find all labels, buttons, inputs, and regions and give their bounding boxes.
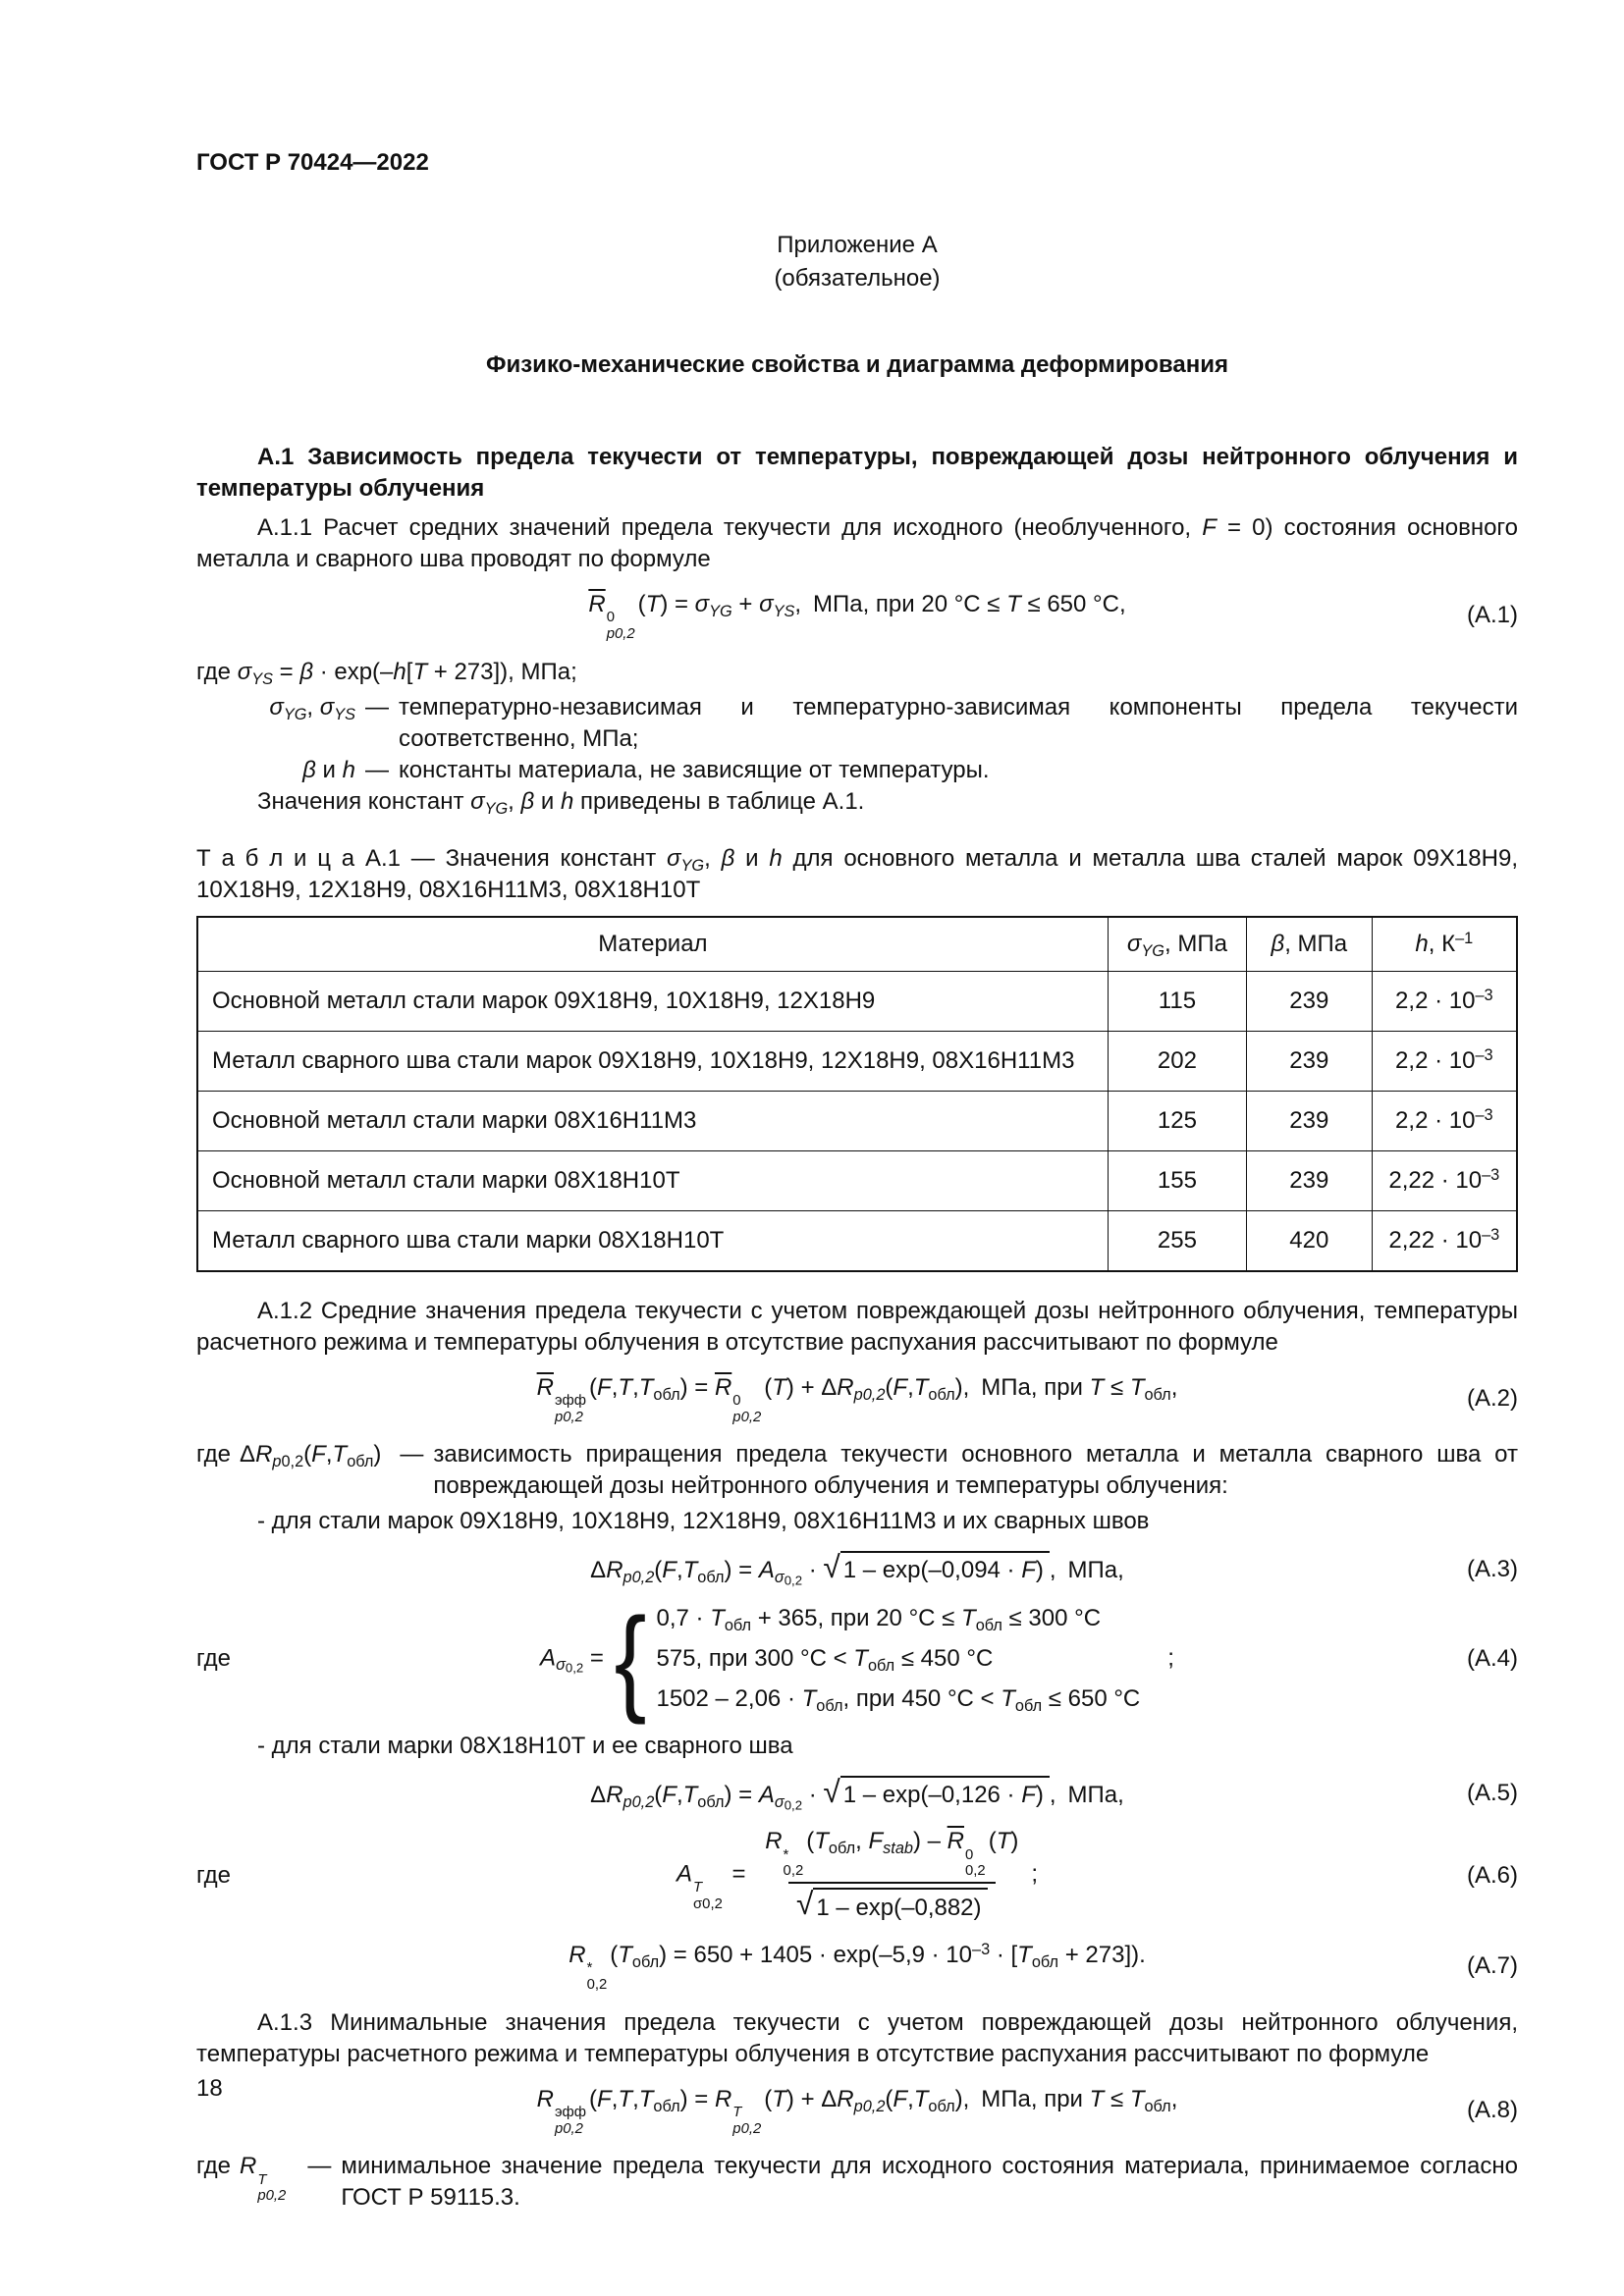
where-desc: минимальное значение предела текучести для исходного состояния материала, принимаемое согласно ГОСТ Р 59115.3. (341, 2153, 1518, 2212)
formula-a8: R эфф p0,2 $(F,T,T_{обл}) = R$ T p0,2 $(T) + \Delta R_{p0,2}(F,T_{обл})$, МПа, при $T \le T_{обл}$, (536, 2085, 1178, 2137)
definition-item-beta-h (236, 755, 1518, 786)
cell-material: Основной металл стали марки 08Х16Н11М3 (197, 1091, 1108, 1150)
cell-sigma: 202 (1108, 1031, 1246, 1091)
formula-row-a7 (196, 1940, 1518, 1994)
table-row (197, 1150, 1517, 1210)
col-header-material: Материал (197, 917, 1108, 972)
formula-a7-number: (А.7) (1466, 1952, 1518, 1980)
where-definition-delta-r (196, 1439, 1518, 1502)
appendix-label: Приложение А (777, 232, 938, 258)
definition-dash: — (365, 756, 389, 783)
formula-row-a2 (196, 1372, 1518, 1426)
cell-material: Основной металл стали марок 09Х18Н9, 10Х18Н9, 12Х18Н9 (197, 971, 1108, 1031)
formula-a3-number: (А.3) (1466, 1555, 1518, 1582)
cell-beta: 420 (1246, 1210, 1372, 1271)
appendix-type: (обязательное) (774, 265, 941, 292)
definition-dash: — (400, 1441, 424, 1468)
section-a1-heading: А.1 Зависимость предела текучести от температуры, повреждающей дозы нейтронного облучения и температуры облучения (196, 444, 1518, 502)
cell-sigma: 155 (1108, 1150, 1246, 1210)
table-row (197, 971, 1517, 1031)
constants-table (196, 916, 1518, 1272)
cell-material: Металл сварного шва стали марок 09Х18Н9, 10Х18Н9, 12Х18Н9, 08Х16Н11М3 (197, 1031, 1108, 1091)
formula-row-a1 (196, 589, 1518, 643)
formula-a5-number: (А.5) (1466, 1780, 1518, 1807)
where-definition-rt (196, 2151, 1518, 2214)
cell-sigma: 125 (1108, 1091, 1246, 1150)
definition-item-sigma (236, 692, 1518, 755)
doc-header: ГОСТ Р 70424—2022 (196, 149, 429, 176)
formula-a7: R * 0,2 $(T_{обл}) = 650 + 1405 \cdot \exp(-5,9 \cdot 10^{-3} \cdot [T_{обл} + 273])$. (568, 1940, 1146, 1993)
cell-beta: 239 (1246, 971, 1372, 1031)
formula-a3: $\Delta R_{p0,2}(F,T_{обл}) = A_{\sigma 0,2}$ · √ 1 – exp(–0,094 · F) , МПа, (590, 1549, 1124, 1588)
where-line-sigma-ys: где $\sigma_{YS} = \beta \cdot \exp(-h[T + 273])$, МПа; (196, 658, 577, 688)
formula-a2-number: (А.2) (1466, 1385, 1518, 1413)
cell-sigma: 255 (1108, 1210, 1246, 1271)
definition-desc: температурно-независимая и температурно-зависимая компоненты предела текучести соответственно, МПа; (399, 693, 1518, 752)
cell-beta: 239 (1246, 1091, 1372, 1150)
cell-material: Основной металл стали марки 08Х18Н10Т (197, 1150, 1108, 1210)
formula-a6-number: (А.6) (1466, 1861, 1518, 1889)
definition-dash: — (365, 693, 389, 721)
formula-row-a6 (196, 1825, 1518, 1926)
bullet-steels-2: - для стали марки 08Х18Н10Т и ее сварного шва (257, 1732, 793, 1759)
paragraph-a1-1: А.1.1 Расчет средних значений предела текучести для исходного (необлученного, F = 0) состояния основного металла и сварного шва проводят по формуле (196, 514, 1518, 572)
cell-h: $2,2 \cdot 10^{-3}$ (1372, 971, 1517, 1031)
formula-a6-left-label: где (196, 1861, 232, 1889)
formula-a4-left-label: где (196, 1644, 232, 1672)
definition-desc: константы материала, не зависящие от температуры. (399, 756, 990, 783)
where-label: где (196, 1441, 232, 1468)
where-term: R T p0,2 (240, 2153, 287, 2205)
cell-beta: 239 (1246, 1031, 1372, 1091)
table-header-row (197, 917, 1517, 972)
where-desc: зависимость приращения предела текучести основного металла и металла сварного шва от повреждающей дозы нейтронного облучения и температуры облучения: (433, 1441, 1518, 1500)
col-header-beta: β, МПа (1246, 917, 1372, 972)
formula-row-a8 (196, 2084, 1518, 2138)
formula-a6: A T σ0,2 = R * 0,2 ($T_{обл}$, $F_{stab}) - \overline{R}$ 0 0,2 (T) √ 1 – exp(–0,882) ; (290, 1825, 1425, 1926)
cell-h: $2,2 \cdot 10^{-3}$ (1372, 1031, 1517, 1091)
cell-material: Металл сварного шва стали марки 08Х18Н10Т (197, 1210, 1108, 1271)
definition-dash: — (307, 2153, 332, 2180)
table-row (197, 1210, 1517, 1271)
formula-a1-number: (А.1) (1466, 602, 1518, 629)
col-header-h: h, $К^{-1}$ (1372, 917, 1517, 972)
cell-h: $2,22 \cdot 10^{-3}$ (1372, 1210, 1517, 1271)
formula-a4-number: (А.4) (1466, 1644, 1518, 1672)
formula-row-a3 (196, 1551, 1518, 1586)
paragraph-a1-3: А.1.3 Минимальные значения предела текучести с учетом повреждающей дозы нейтронного облучения, температуры расчетного режима и температуры облучения в отсутствие распухания рассчитывают по формуле (196, 2008, 1518, 2067)
definition-term: β и h (302, 756, 355, 783)
table-row (197, 1091, 1517, 1150)
paragraph-a1-2: А.1.2 Средние значения предела текучести с учетом повреждающей дозы нейтронного облучения, температуры расчетного режима и температуры облучения в отсутствие распухания рассчитывают по формуле (196, 1297, 1518, 1356)
note-constants: Значения констант $\sigma_{YG}$, β и h приведены в таблице А.1. (257, 787, 865, 818)
page-number: 18 (196, 2075, 223, 2102)
cell-sigma: 115 (1108, 971, 1246, 1031)
formula-a2: $\overline{R}$ эфф p0,2 $(F,T,T_{обл}) = \overline{R}$ 0 p0,2 $(T) + \Delta R_{p0,2}(F,T_{обл})$, МПа, при $T \le T_{обл}$, (536, 1373, 1178, 1425)
col-header-sigma-yg: $\sigma_{YG}$, МПа (1108, 917, 1246, 972)
formula-a4: $A_{\sigma 0,2}$ = { $0,7 \cdot T_{обл} + 365$, при 20 $^\circ C \le T_{обл} \le 300$ °C 575, при 300 $^\circ C < T_{обл} \le 450$ °C $1502 - 2,06 \cdot T_{обл}$, при 450 $^\circ C < T_{обл} \le 650$ °C ; (540, 1592, 1174, 1725)
where-label: где (196, 2153, 232, 2180)
cell-h: $2,2 \cdot 10^{-3}$ (1372, 1091, 1517, 1150)
where-term: $\Delta R_{p0,2}(F,T_{обл})$ (240, 1441, 382, 1471)
formula-a5: $\Delta R_{p0,2}(F,T_{обл}) = A_{\sigma 0,2}$ · √ 1 – exp(–0,126 · F) , МПа, (590, 1773, 1124, 1813)
cell-h: $2,22 \cdot 10^{-3}$ (1372, 1150, 1517, 1210)
bullet-steels-1: - для стали марок 09Х18Н9, 10Х18Н9, 12Х18Н9, 08Х16Н11М3 и их сварных швов (257, 1508, 1150, 1535)
formula-row-a4 (196, 1592, 1518, 1725)
formula-a8-number: (А.8) (1466, 2096, 1518, 2123)
appendix-title: Физико-механические свойства и диаграмма деформирования (486, 351, 1228, 378)
table-row (197, 1031, 1517, 1091)
formula-row-a5 (196, 1773, 1518, 1813)
table-caption: Т а б л и ц а А.1 — Значения констант $\sigma_{YG}$, β и h для основного металла и металла шва сталей марок 09Х18Н9, 10Х18Н9, 12Х18Н9, 08Х16Н11М3, 08Х18Н10Т (196, 844, 1518, 903)
formula-a1: $\overline{R}$ 0 p0,2 $(T) = \sigma_{YG} + \sigma_{YS}$, МПа, при 20 °C ≤ T ≤ 650 °C, (588, 591, 1126, 643)
definition-term: $\sigma_{YG}$, $\sigma_{YS}$ (269, 693, 355, 723)
cell-beta: 239 (1246, 1150, 1372, 1210)
